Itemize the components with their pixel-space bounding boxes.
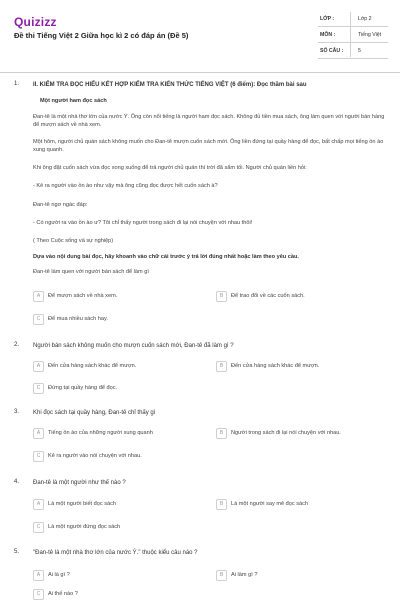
meta-value: Tiếng Việt (358, 32, 382, 38)
meta-label: SỐ CÂU : (320, 48, 344, 54)
option-letter: A (33, 428, 44, 439)
paragraph: Khi ông đặt cuốn sách vừa đọc xong xuống để trả người chủ quán thì trời đã sẩm tối. Người chủ quán liền hỏi: (33, 165, 307, 171)
option-letter: B (216, 428, 227, 439)
question-number: 5. (14, 549, 20, 555)
option-c[interactable] (33, 383, 203, 396)
option-a[interactable] (33, 428, 203, 441)
meta-label: MÔN : (320, 32, 336, 38)
header-divider (0, 72, 400, 73)
option-letter: A (33, 570, 44, 581)
option-text: Kẻ ra người vào nói chuyện với nhau. (48, 452, 142, 459)
question-number: 3. (14, 409, 20, 415)
option-text: Ai là gì ? (48, 571, 70, 578)
option-letter: A (33, 291, 44, 302)
option-letter: C (33, 314, 44, 325)
option-text: Đến cửa hàng sách khác để mượn. (48, 362, 137, 369)
meta-grade (318, 12, 388, 27)
paragraph: Một hôm, người chủ quán sách không muốn cho Đan-tê mượn cuốn sách mới. Ông liền đứng tại quầy hàng để đọc, bất chấp mọi tiếng ồn ào xung quanh. (33, 139, 384, 153)
option-letter: B (216, 361, 227, 372)
option-b[interactable] (216, 570, 386, 583)
meta-count (318, 44, 388, 59)
option-text: Đến cửa hàng sách khác để mượn. (231, 362, 320, 369)
option-a[interactable] (33, 570, 203, 583)
quizizz-logo: Quizizz (14, 15, 57, 29)
question-number: 1. (14, 81, 20, 87)
instruction: Dựa vào nội dung bài đọc, hãy khoanh vào chữ cái trước ý trả lời đúng nhất hoặc làm theo yêu cầu. (33, 254, 299, 260)
option-text: Ai làm gì ? (231, 571, 258, 578)
option-text: Là một người đứng đọc sách (48, 523, 121, 530)
option-c[interactable] (33, 451, 203, 464)
page-title: Đề thi Tiếng Việt 2 Giữa học kì 2 có đáp án (Đề 5) (14, 31, 189, 40)
paragraph: Đan-tê là một nhà thơ lớn của nước Ý. Ông còn nổi tiếng là người ham đọc sách. Không đủ tiền mua sách, ông làm quen với người bán hàng để mượn sách về nhà xem. (33, 114, 385, 128)
meta-label: LỚP : (320, 16, 335, 22)
option-text: Đứng tại quầy hàng để đọc. (48, 384, 118, 391)
option-letter: B (216, 570, 227, 581)
option-text: Là một người biết đọc sách (48, 500, 117, 507)
option-c[interactable] (33, 589, 203, 602)
option-text: Ai thế nào ? (48, 590, 78, 597)
question-text: Khi đọc sách tại quầy hàng, Đan-tê chỉ thấy gì (33, 410, 156, 416)
question-number: 2. (14, 342, 20, 348)
paragraph: Đan-tê ngơ ngác đáp: (33, 202, 88, 208)
option-b[interactable] (216, 361, 386, 374)
question-text: Người bán sách không muốn cho mượn cuốn sách mới, Đan-tê đã làm gì ? (33, 343, 234, 349)
paragraph: - Kẻ ra người vào ồn ào như vậy mà ông cũng đọc được hết cuốn sách à? (33, 183, 218, 189)
paragraph: ( Theo Cuộc sống và sự nghiệp) (33, 238, 114, 244)
option-b[interactable] (216, 428, 386, 441)
section-heading: II. KIỂM TRA ĐỌC HIỂU KẾT HỢP KIỂM TRA KIẾN THỨC TIẾNG VIỆT (6 điểm): Đọc thầm bài sau (33, 82, 307, 88)
worksheet-header (0, 0, 400, 72)
question-text: Đan-tê là một người như thế nào ? (33, 480, 126, 486)
option-c[interactable] (33, 522, 203, 535)
question-number: 4. (14, 479, 20, 485)
option-text: Tiếng ồn ào của những người xung quanh (48, 429, 153, 436)
option-letter: A (33, 361, 44, 372)
option-letter: C (33, 383, 44, 394)
option-a[interactable] (33, 499, 203, 512)
option-text: Để mua nhiều sách hay. (48, 315, 108, 322)
paragraph: - Có người ra vào ồn ào ư? Tôi chỉ thấy người trong sách đi lại nói chuyện với nhau thôi! (33, 220, 253, 226)
option-b[interactable] (216, 499, 386, 512)
story-title: Một người ham đọc sách (40, 98, 107, 104)
option-text: Người trong sách đi lại nói chuyện với nhau. (231, 429, 341, 436)
option-letter: C (33, 522, 44, 533)
option-letter: B (216, 499, 227, 510)
option-b[interactable] (216, 291, 386, 304)
option-letter: C (33, 451, 44, 462)
question-text: Đan-tê làm quen với người bán sách để làm gì (33, 269, 149, 275)
option-text: Để mượn sách về nhà xem. (48, 292, 118, 299)
option-letter: B (216, 291, 227, 302)
option-a[interactable] (33, 291, 203, 304)
option-letter: C (33, 589, 44, 600)
option-text: Là một người say mê đọc sách (231, 500, 309, 507)
question-text: "Đan-tê là một nhà thơ lớn của nước Ý." thuộc kiểu câu nào ? (33, 550, 198, 556)
meta-value: Lớp 2 (358, 16, 372, 22)
meta-value: 5 (358, 48, 361, 54)
option-text: Để trao đổi về các cuốn sách. (231, 292, 305, 299)
option-letter: A (33, 499, 44, 510)
option-a[interactable] (33, 361, 203, 374)
meta-subject (318, 28, 388, 43)
option-c[interactable] (33, 314, 203, 327)
